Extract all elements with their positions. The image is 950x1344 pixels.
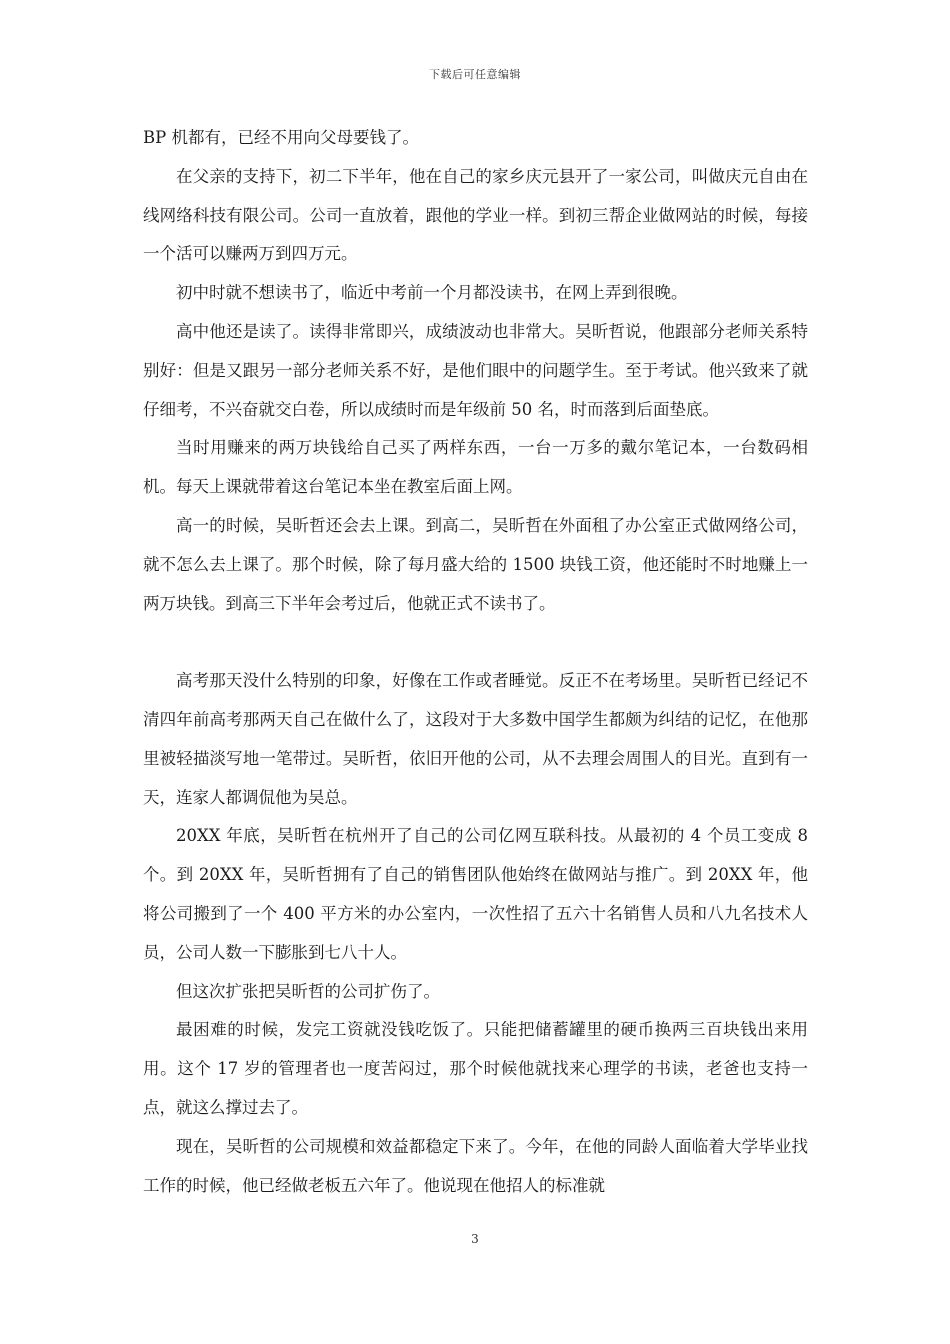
paragraph: 在父亲的支持下，初二下半年，他在自己的家乡庆元县开了一家公司，叫做庆元自由在线网络科技有限公司。公司一直放着，跟他的学业一样。到初三帮企业做网站的时候，每接一个活可以赚两万到四万元。 [143,166,808,264]
paragraph: 但这次扩张把吴昕哲的公司扩伤了。 [176,981,440,1001]
paragraph: 20XX 年底，吴昕哲在杭州开了自己的公司亿网互联科技。从最初的 4 个员工变成 8 个。到 20XX 年，吴昕哲拥有了自己的销售团队他始终在做网站与推广。到 20XX 年，他将公司搬到了一个 400 平方米的办公室内，一次性招了五六十名销售人员和八九名技术人员，公司人数一下膨胀到七八十人。 [143,826,808,962]
paragraph: 最困难的时候，发完工资就没钱吃饭了。只能把储蓄罐里的硬币换两三百块钱出来用用。这个 17 岁的管理者也一度苦闷过，那个时候他就找来心理学的书读，老爸也支持一点，就这么撑过去了。 [143,1020,808,1117]
page-header: 下载后可任意编辑 [429,68,521,81]
paragraph: 高中他还是读了。读得非常即兴，成绩波动也非常大。吴昕哲说，他跟部分老师关系特别好：但是又跟另一部分老师关系不好，是他们眼中的问题学生。至于考试。他兴致来了就仔细考，不兴奋就交白卷，所以成绩时而是年级前 50 名，时而落到后面垫底。 [143,321,808,419]
paragraph: 初中时就不想读书了，临近中考前一个月都没读书，在网上弄到很晚。 [176,283,688,303]
paragraph: 高一的时候，吴昕哲还会去上课。到高二，吴昕哲在外面租了办公室正式做网络公司，就不怎么去上课了。那个时候，除了每月盛大给的 1500 块钱工资，他还能时不时地赚上一两万块钱。到高三下半年会考过后，他就正式不读书了。 [143,515,808,613]
paragraph: 当时用赚来的两万块钱给自己买了两样东西，一台一万多的戴尔笔记本，一台数码相机。每天上课就带着这台笔记本坐在教室后面上网。 [143,438,808,497]
page-number: 3 [471,1232,479,1246]
paragraph: 现在，吴昕哲的公司规模和效益都稳定下来了。今年，在他的同龄人面临着大学毕业找工作的时候，他已经做老板五六年了。他说现在他招人的标准就 [143,1136,808,1195]
paragraph-gap [143,623,808,662]
paragraph: 高考那天没什么特别的印象，好像在工作或者睡觉。反正不在考场里。吴昕哲已经记不清四年前高考那两天自己在做什么了，这段对于大多数中国学生都颇为纠结的记忆，在他那里被轻描淡写地一笔带过。吴昕哲，依旧开他的公司，从不去理会周围人的目光。直到有一天，连家人都调侃他为吴总。 [143,671,808,807]
paragraph: BP 机都有，已经不用向父母要钱了。 [143,128,419,147]
document-body [143,119,808,1205]
